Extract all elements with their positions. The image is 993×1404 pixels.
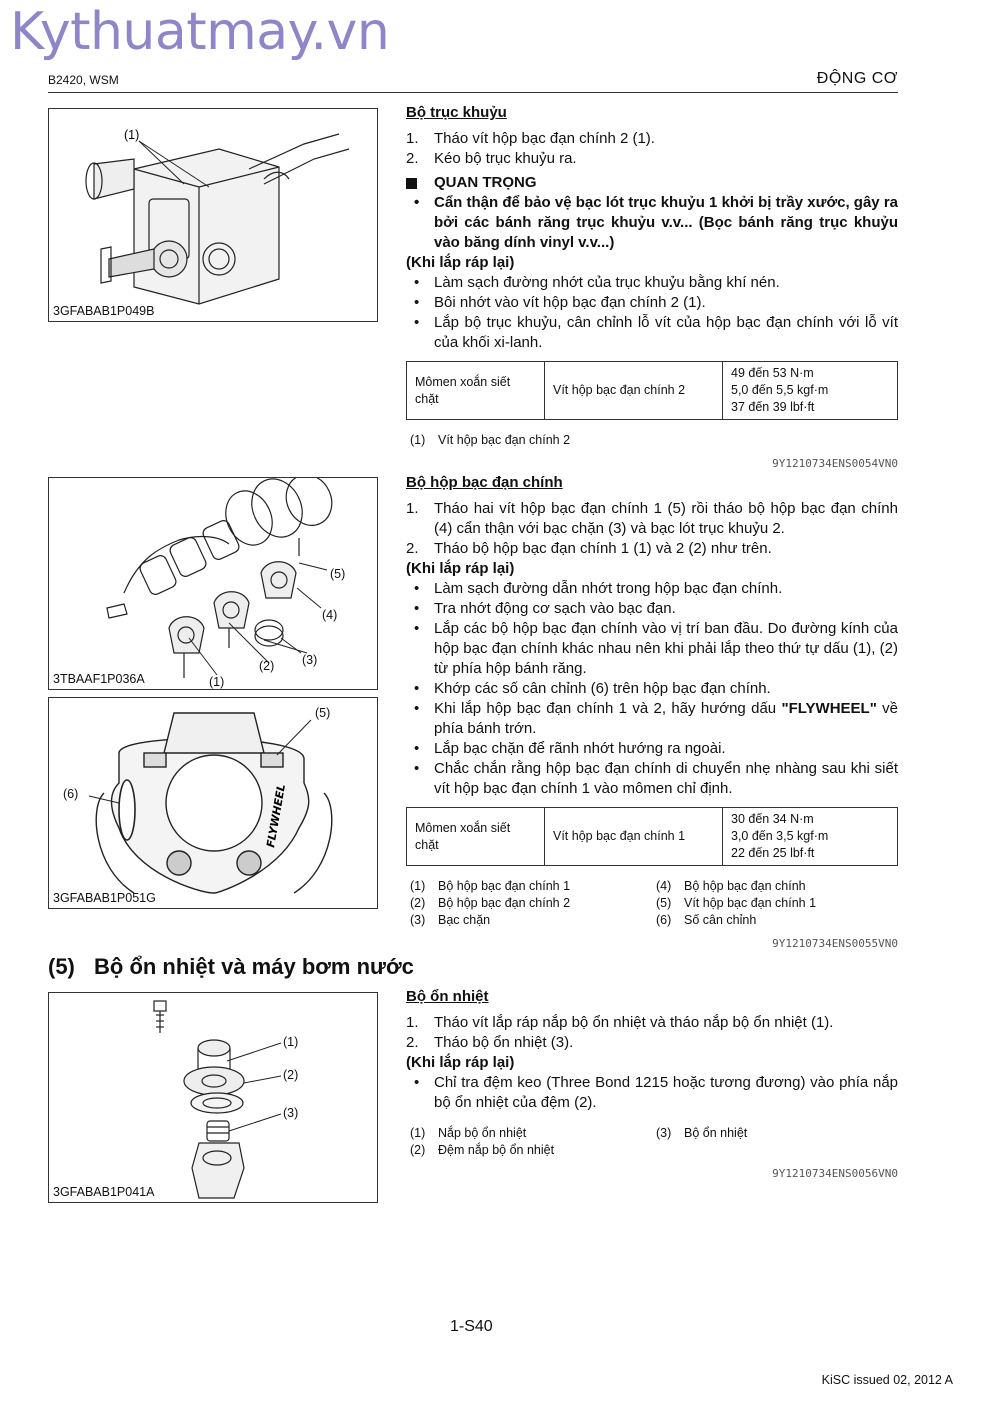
thermostat-illustration (49, 993, 379, 1204)
document-code: 9Y1210734ENS0055VN0 (772, 937, 898, 950)
page-number: 1-S40 (450, 1318, 493, 1335)
fig4-label-1: (1) (283, 1035, 299, 1049)
section-title: Bộ ổn nhiệt (406, 988, 489, 1005)
section-thermostat (406, 987, 898, 1181)
fig2-label-5: (5) (330, 567, 346, 581)
section-crankshaft (406, 103, 898, 471)
fig3-label-6: (6) (63, 787, 79, 801)
figure-bearing-case-marks (48, 697, 378, 909)
figure-code: 3GFABAB1P049B (53, 304, 155, 318)
flywheel-stamp: FLYWHEEL (264, 783, 289, 849)
reassembly-item: • Bôi nhớt vào vít hộp bạc đạn chính 2 (1). (414, 294, 706, 311)
important-item: • Cẩn thận để bảo vệ bạc lót trục khuỷu 1 khởi bị trầy xước, gây ra bởi các bánh răng trục khuỷu v.v... (Bọc bánh răng trục khuỷu vào băng dính vinyl v.v...) (414, 194, 898, 251)
chapter-title: Bộ ổn nhiệt và máy bơm nước (94, 954, 414, 979)
reference-item: (1) Nắp bộ ổn nhiệt (410, 1126, 527, 1140)
crankcase-illustration (49, 109, 379, 323)
chapter-number: (5) (48, 954, 75, 979)
fig3-label-5: (5) (315, 706, 331, 720)
torque-table (406, 807, 898, 866)
reference-item: (3) Bạc chặn (410, 913, 491, 927)
figure-code: 3GFABAB1P051G (53, 891, 156, 905)
reference-item: (2) Đệm nắp bộ ổn nhiệt (410, 1143, 555, 1157)
torque-item: Vít hộp bạc đạn chính 2 (545, 362, 723, 420)
watermark: Kythuatmay.vn (10, 2, 390, 62)
section-title: Bộ hộp bạc đạn chính (406, 474, 563, 491)
fig2-label-2: (2) (259, 659, 275, 673)
torque-values: 49 đến 53 N·m 5,0 đến 5,5 kgf·m 37 đến 39 lbf·ft (723, 362, 898, 420)
header-rule (48, 92, 898, 93)
reassembly-item: • Lắp các bộ hộp bạc đạn chính vào vị trí ban đầu. Do đường kính của hộp bạc đạn chính khác nhau nên khi phải lắp theo thứ tự dấu (1), (2) từ phía hộp bánh răng. (414, 620, 898, 677)
fig2-label-4: (4) (322, 608, 338, 622)
figure-crankshaft-case (48, 108, 378, 322)
reassembly-item: • Lắp bộ trục khuỷu, cân chỉnh lỗ vít của hộp bạc đạn chính với lỗ vít của khối xi-lanh. (414, 314, 898, 351)
reference-item: (5) Vít hộp bạc đạn chính 1 (656, 896, 817, 910)
torque-values: 30 đến 34 N·m 3,0 đến 3,5 kgf·m 22 đến 25 lbf·ft (723, 808, 898, 866)
reassembly-item: • Lắp bạc chặn để rãnh nhớt hướng ra ngoài. (414, 740, 726, 757)
header-chapter: ĐỘNG CƠ (816, 70, 898, 87)
figure-code: 3TBAAF1P036A (53, 672, 145, 686)
fig2-label-1: (1) (209, 675, 225, 689)
step: 2. Tháo bộ ổn nhiệt (3). (406, 1034, 574, 1051)
reference-item: (4) Bộ hộp bạc đạn chính (656, 879, 806, 893)
figure-thermostat (48, 992, 378, 1203)
document-code: 9Y1210734ENS0054VN0 (772, 457, 898, 470)
reassembly-item: • Tra nhớt động cơ sạch vào bạc đạn. (414, 600, 676, 617)
bearing-case-illustration (49, 698, 379, 910)
important-heading: QUAN TRỌNG (406, 173, 898, 193)
reassembly-item: • Làm sạch đường dẫn nhớt trong hộp bạc đạn chính. (414, 580, 783, 597)
fig4-label-2: (2) (283, 1068, 299, 1082)
reference-item: (6) Số cân chỉnh (656, 913, 757, 927)
reassembly-item: • Chỉ tra đệm keo (Three Bond 1215 hoặc tương đương) vào phía nắp bộ ổn nhiệt của đệm (2). (414, 1074, 898, 1111)
reference-list (406, 432, 898, 449)
reassembly-heading: (Khi lắp ráp lại) (406, 560, 515, 577)
reference-item: (1) Bộ hộp bạc đạn chính 1 (410, 879, 571, 893)
torque-table (406, 361, 898, 420)
reassembly-heading: (Khi lắp ráp lại) (406, 1054, 515, 1071)
chapter-heading (48, 954, 414, 980)
section-title: Bộ trục khuỷu (406, 104, 507, 121)
section-main-bearing-case (406, 473, 898, 951)
reassembly-item: • Khớp các số cân chỉnh (6) trên hộp bạc đạn chính. (414, 680, 771, 697)
step: 2. Kéo bộ trục khuỷu ra. (406, 150, 577, 167)
reassembly-item: • Làm sạch đường nhớt của trục khuỷu bằng khí nén. (414, 274, 780, 291)
reference-item: (2) Bộ hộp bạc đạn chính 2 (410, 896, 571, 910)
issued-note: KiSC issued 02, 2012 A (821, 1373, 953, 1387)
fig4-label-3: (3) (283, 1106, 299, 1120)
document-code: 9Y1210734ENS0056VN0 (772, 1167, 898, 1180)
step: 1. Tháo vít lắp ráp nắp bộ ổn nhiệt và tháo nắp bộ ổn nhiệt (1). (406, 1014, 834, 1031)
torque-item: Vít hộp bạc đạn chính 1 (545, 808, 723, 866)
bearing-cases-illustration (49, 478, 379, 691)
reference-list (406, 1125, 898, 1159)
step: 2. Tháo bộ hộp bạc đạn chính 1 (1) và 2 (2) như trên. (406, 540, 772, 557)
reference-item: (1) Vít hộp bạc đạn chính 2 (410, 433, 571, 447)
reassembly-item: • Khi lắp hộp bạc đạn chính 1 và 2, hãy hướng dấu "FLYWHEEL" về phía bánh trớn. (414, 700, 899, 737)
fig2-label-3: (3) (302, 653, 318, 667)
header-model: B2420, WSM (48, 73, 119, 87)
reassembly-heading: (Khi lắp ráp lại) (406, 254, 515, 271)
fig1-label-1: (1) (124, 128, 140, 142)
square-bullet-icon (406, 178, 417, 189)
torque-label: Mômen xoắn siết chặt (407, 808, 545, 866)
figure-code: 3GFABAB1P041A (53, 1185, 155, 1199)
torque-label: Mômen xoắn siết chặt (407, 362, 545, 420)
figure-main-bearing-cases (48, 477, 378, 690)
reference-item: (3) Bộ ổn nhiệt (656, 1126, 748, 1140)
reassembly-item: • Chắc chắn rằng hộp bạc đạn chính di chuyển nhẹ nhàng sau khi siết vít hộp bạc đạn chính 1 vào mômen chỉ định. (414, 760, 898, 797)
reference-list (406, 878, 898, 929)
step: 1. Tháo vít hộp bạc đạn chính 2 (1). (406, 130, 655, 147)
step: 1. Tháo hai vít hộp bạc đạn chính 1 (5) rồi tháo bộ hộp bạc đạn chính (4) cẩn thận với bạc chặn (3) và bạc lót trục khuỷu 2. (406, 500, 898, 537)
